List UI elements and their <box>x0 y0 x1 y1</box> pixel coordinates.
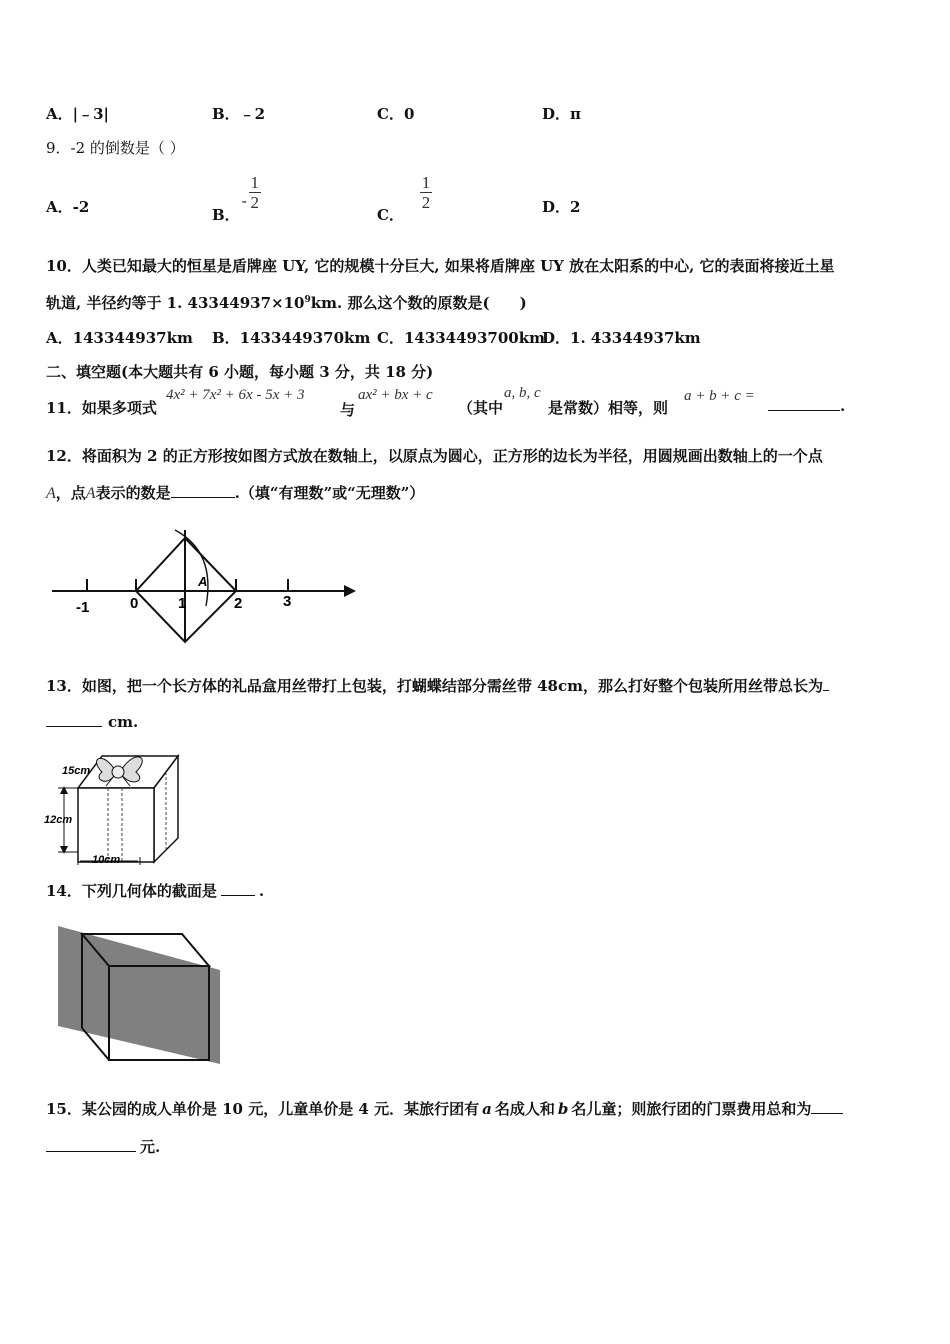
q11-const: 是常数）相等，则 <box>548 399 669 417</box>
q8-option-a: A．|﹣3| <box>46 105 109 123</box>
q15-answer-blank[interactable] <box>46 1139 136 1152</box>
q12-line2: A，点A表示的数是 .（填“有理数”或“无理数”） <box>46 484 425 502</box>
q10-option-b: B．1433449370km <box>212 329 371 347</box>
q13-answer-blank[interactable] <box>46 714 102 727</box>
q14-stem: 14．下列几何体的截面是 . <box>46 882 265 900</box>
number-line-figure <box>46 522 366 644</box>
q11-vars: a, b, c <box>504 385 541 401</box>
q8-option-d: D．π <box>542 105 581 123</box>
axis-arrow <box>344 585 356 597</box>
q15-line1: 15．某公园的成人单价是 10 元，儿童单价是 4 元．某旅行团有 a 名成人和 b 名儿童；则旅行团的门票费用总和为 <box>46 1098 843 1119</box>
q11-prefix: 11．如果多项式 <box>46 399 157 417</box>
dim-height-label: 12cm <box>44 814 73 826</box>
cube-section-figure <box>54 922 226 1068</box>
q11-poly1: 4x² + 7x² + 6x - 5x + 3 <box>166 387 305 403</box>
q9-option-c: C． $\frac{1}{2}$ <box>377 173 431 224</box>
q11-answer-blank[interactable]: . <box>768 397 845 415</box>
q11-with: 与 <box>340 401 356 419</box>
dim-width-label: 10cm <box>92 854 121 866</box>
q10-option-c: C．14334493700km <box>377 329 546 347</box>
q9-option-b: B．- $\frac{1}{2}$ <box>212 173 260 224</box>
section2-title: 二、填空题(本大题共有 6 小题，每小题 3 分，共 18 分) <box>46 363 434 381</box>
q15-line2: 元. <box>46 1136 160 1157</box>
q13-line1: 13．如图，把一个长方体的礼品盒用丝带打上包装，打蝴蝶结部分需丝带 48cm，那么打好整个包装所用丝带总长为 <box>46 675 829 696</box>
gift-box-figure <box>44 742 184 866</box>
tick-label: 3 <box>283 593 292 610</box>
q10-option-d: D．1. 43344937km <box>542 329 701 347</box>
q12-answer-blank[interactable] <box>171 485 235 498</box>
q8-option-c: C．0 <box>377 105 415 123</box>
q10-option-a: A．143344937km <box>46 329 193 347</box>
q9-option-d: D．2 <box>542 198 581 216</box>
q12-line1: 12．将面积为 2 的正方形按如图方式放在数轴上，以原点为圆心，正方形的边长为半径，用圆规画出数轴上的一个点 <box>46 447 823 465</box>
tick-label: 2 <box>234 595 243 612</box>
q14-answer-blank[interactable] <box>221 883 255 896</box>
q11-paren: （其中 <box>458 399 504 417</box>
tick-label: 1 <box>178 595 187 612</box>
tick-label: 0 <box>130 595 139 612</box>
q13-line2: cm. <box>46 713 138 731</box>
q9-b-fraction: $\frac{1}{2}$ <box>250 173 260 212</box>
q8-option-b: B．﹣2 <box>212 105 266 123</box>
q9-option-a: A．-2 <box>46 198 90 216</box>
dim-depth-label: 15cm <box>62 765 91 777</box>
q9-c-fraction: $\frac{1}{2}$ <box>421 173 431 212</box>
tick-label: -1 <box>76 599 90 616</box>
q11-poly2: ax² + bx + c <box>358 387 433 403</box>
q11-expr: a + b + c = <box>684 388 755 404</box>
point-a-label: A <box>198 574 208 589</box>
q9-stem: 9．-2 的倒数是（ ） <box>46 139 185 157</box>
q10-line1: 10．人类已知最大的恒星是盾牌座 UY, 它的规模十分巨大, 如果将盾牌座 UY 放在太阳系的中心, 它的表面将接近土星 <box>46 257 835 275</box>
q10-line2: 轨道, 半径约等于 1. $43344937\times 10^9km$. 那么这个数的原数是( ) <box>46 294 527 312</box>
